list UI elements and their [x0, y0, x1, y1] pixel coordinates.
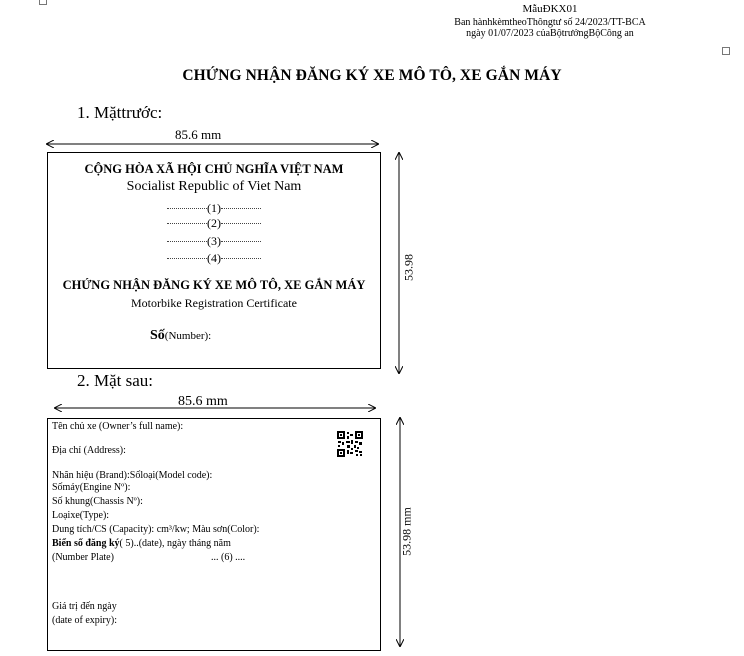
brand-field: Nhãn hiệu (Brand):Sốloại(Model code):: [52, 470, 213, 481]
address-field: Địa chỉ (Address):: [52, 445, 126, 456]
plate-ref: ... (6) ....: [211, 552, 246, 563]
front-line-3: (3): [48, 234, 380, 249]
front-width-label: 85.6 mm: [175, 127, 222, 142]
front-line-1: (1): [48, 201, 380, 216]
country-vi: CỘNG HÒA XÃ HỘI CHỦ NGHĨA VIỆT NAM: [84, 162, 344, 176]
back-section-label: 2. Mặt sau:: [77, 371, 154, 390]
engine-field: Sốmáy(Engine Nº):: [52, 482, 131, 493]
front-section-label: 1. Mặttrước:: [77, 103, 163, 122]
plate-en: (Number Plate): [52, 552, 114, 563]
form-code: MẫuĐKX01: [522, 3, 578, 15]
cert-title-en: Motorbike Registration Certificate: [131, 296, 297, 310]
plate-label: Biển số đăng ký: [52, 538, 120, 549]
country-en: Socialist Republic of Viet Nam: [126, 179, 302, 194]
plate-date: ( 5)..(date), ngày tháng năm: [119, 538, 231, 549]
cert-number-label: Số: [150, 328, 165, 343]
issued-line-1: Ban hànhkèmtheoThôngtư số 24/2023/TT-BCA: [454, 17, 646, 28]
front-line-4: (4): [48, 251, 380, 266]
expiry-en: (date of expiry):: [52, 615, 117, 626]
back-width-label: 85.6 mm: [178, 394, 228, 409]
back-height-label: 53.98 mm: [399, 507, 414, 556]
cert-title-vi: CHỨNG NHẬN ĐĂNG KÝ XE MÔ TÔ, XE GẮN MÁY: [62, 278, 366, 292]
front-line-2: (2): [48, 216, 380, 231]
capacity-field: Dung tích/CS (Capacity): cm³/kw; Màu sơn(Color):: [52, 524, 260, 535]
chassis-field: Số khung(Chassis Nº):: [52, 496, 143, 507]
issued-line-2: ngày 01/07/2023 củaBộtrưởngBộCông an: [466, 28, 634, 39]
cert-number-en: (Number):: [164, 330, 212, 342]
page-title: CHỨNG NHẬN ĐĂNG KÝ XE MÔ TÔ, XE GẮN MÁY: [182, 67, 562, 84]
expiry-vi: Giá trị đến ngày: [52, 601, 117, 612]
front-height-label: 53.98: [401, 254, 416, 281]
type-field: Loạixe(Type):: [52, 510, 110, 521]
owner-field: Tên chủ xe (Owner’s full name):: [52, 421, 184, 432]
